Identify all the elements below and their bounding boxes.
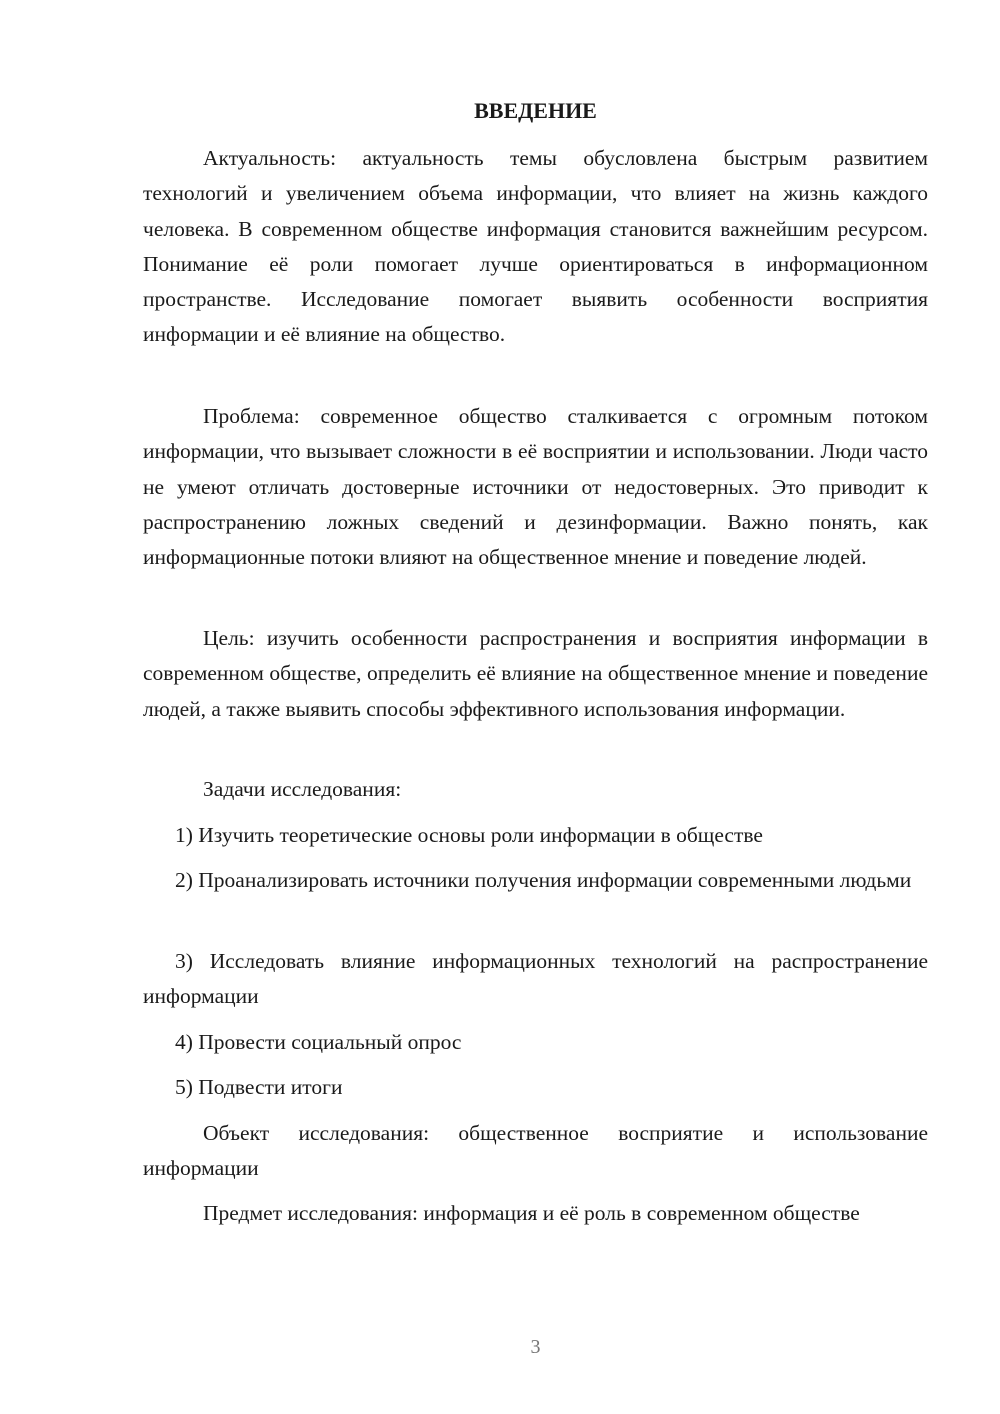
task-item-2: 2) Проанализировать источники получения информации современными людьми [175,868,912,892]
tasks-heading: Задачи исследования: [203,777,402,801]
relevance-paragraph: Актуальность: актуальность темы обусловлена быстрым развитием технологий и увеличением объема информации, что влияет на жизнь каждого человека. В современном обществе информация становится важнейшим ресурсом. Понимание её роли помогает лучше ориентироваться в информационном пространстве. Исследование помогает выявить особенности восприятия информации и её влияние на общество. [143,146,928,347]
task-item-1: 1) Изучить теоретические основы роли информации в обществе [175,823,763,847]
page-title: ВВЕДЕНИЕ [474,98,597,123]
task-item-4: 4) Провести социальный опрос [175,1030,462,1054]
goal-paragraph: Цель: изучить особенности распространения и восприятия информации в современном обществе, определить её влияние на общественное мнение и поведение людей, а также выявить способы эффективного использования информации. [143,626,928,721]
page-number: 3 [530,1336,541,1358]
task-item-5: 5) Подвести итоги [175,1075,343,1099]
task-item-3: 3) Исследовать влияние информационных технологий на распространение информации [143,949,928,1009]
problem-paragraph: Проблема: современное общество сталкивается с огромным потоком информации, что вызывает сложности в её восприятии и использовании. Люди часто не умеют отличать достоверные источники от недостоверных. Это приводит к распространению ложных сведений и дезинформации. Важно понять, как информационные потоки влияют на общественное мнение и поведение людей. [143,404,928,570]
object-paragraph: Объект исследования: общественное восприятие и использование информации [143,1121,928,1181]
subject-paragraph: Предмет исследования: информация и её роль в современном обществе [203,1201,860,1225]
